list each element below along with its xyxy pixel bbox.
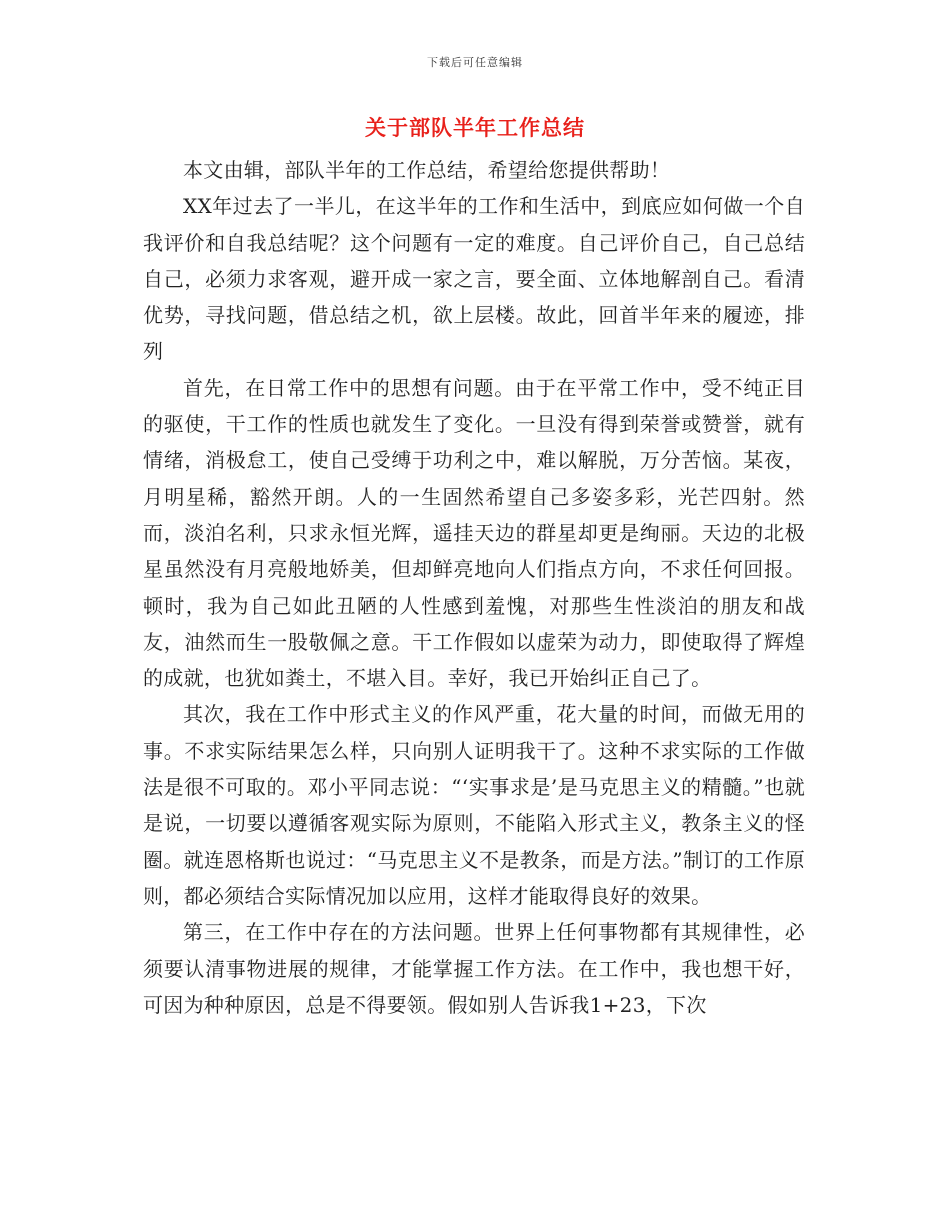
paragraph-third-point: 第三，在工作中存在的方法问题。世界上任何事物都有其规律性，必须要认清事物进展的规律，才能掌握工作方法。在工作中，我也想干好，可因为种种原因，总是不得要领。假如别人告诉我1+23，下次 xyxy=(143,920,805,1017)
paragraph-opening: XX年过去了一半儿，在这半年的工作和生活中，到底应如何做一个自我评价和自我总结呢？这个问题有一定的难度。自己评价自己，自己总结自己，必须力求客观，避开成一家之言，要全面、立体地解剖自己。看清优势，寻找问题，借总结之机，欲上层楼。故此，回首半年来的履迹，排列 xyxy=(143,194,805,364)
header-note: 下载后可任意编辑 xyxy=(427,56,523,69)
paragraph-intro: 本文由辑，部队半年的工作总结，希望给您提供帮助！ xyxy=(183,158,671,182)
document-body xyxy=(143,152,805,1023)
document-title: 关于部队半年工作总结 xyxy=(365,115,585,140)
paragraph-first-point: 首先，在日常工作中的思想有问题。由于在平常工作中，受不纯正目的驱使，干工作的性质也就发生了变化。一旦没有得到荣誉或赞誉，就有情绪，消极怠工，使自己受缚于功利之中，难以解脱，万分苦恼。某夜，月明星稀，豁然开朗。人的一生固然希望自己多姿多彩，光芒四射。然而，淡泊名利，只求永恒光辉，遥挂天边的群星却更是绚丽。天边的北极星虽然没有月亮般地娇美，但却鲜亮地向人们指点方向，不求任何回报。顿时，我为自己如此丑陋的人性感到羞愧，对那些生性淡泊的朋友和战友，油然而生一股敬佩之意。干工作假如以虚荣为动力，即使取得了辉煌的成就，也犹如粪土，不堪入目。幸好，我已开始纠正自己了。 xyxy=(143,375,805,691)
paragraph-second-point: 其次，我在工作中形式主义的作风严重，花大量的时间，而做无用的事。不求实际结果怎么样，只向别人证明我干了。这种不求实际的工作做法是很不可取的。邓小平同志说：“‘实事求是’是马克思主义的精髓。”也就是说，一切要以遵循客观实际为原则，不能陷入形式主义，教条主义的怪圈。就连恩格斯也说过：“马克思主义不是教条，而是方法。”制订的工作原则，都必须结合实际情况加以应用，这样才能取得良好的效果。 xyxy=(143,702,805,908)
